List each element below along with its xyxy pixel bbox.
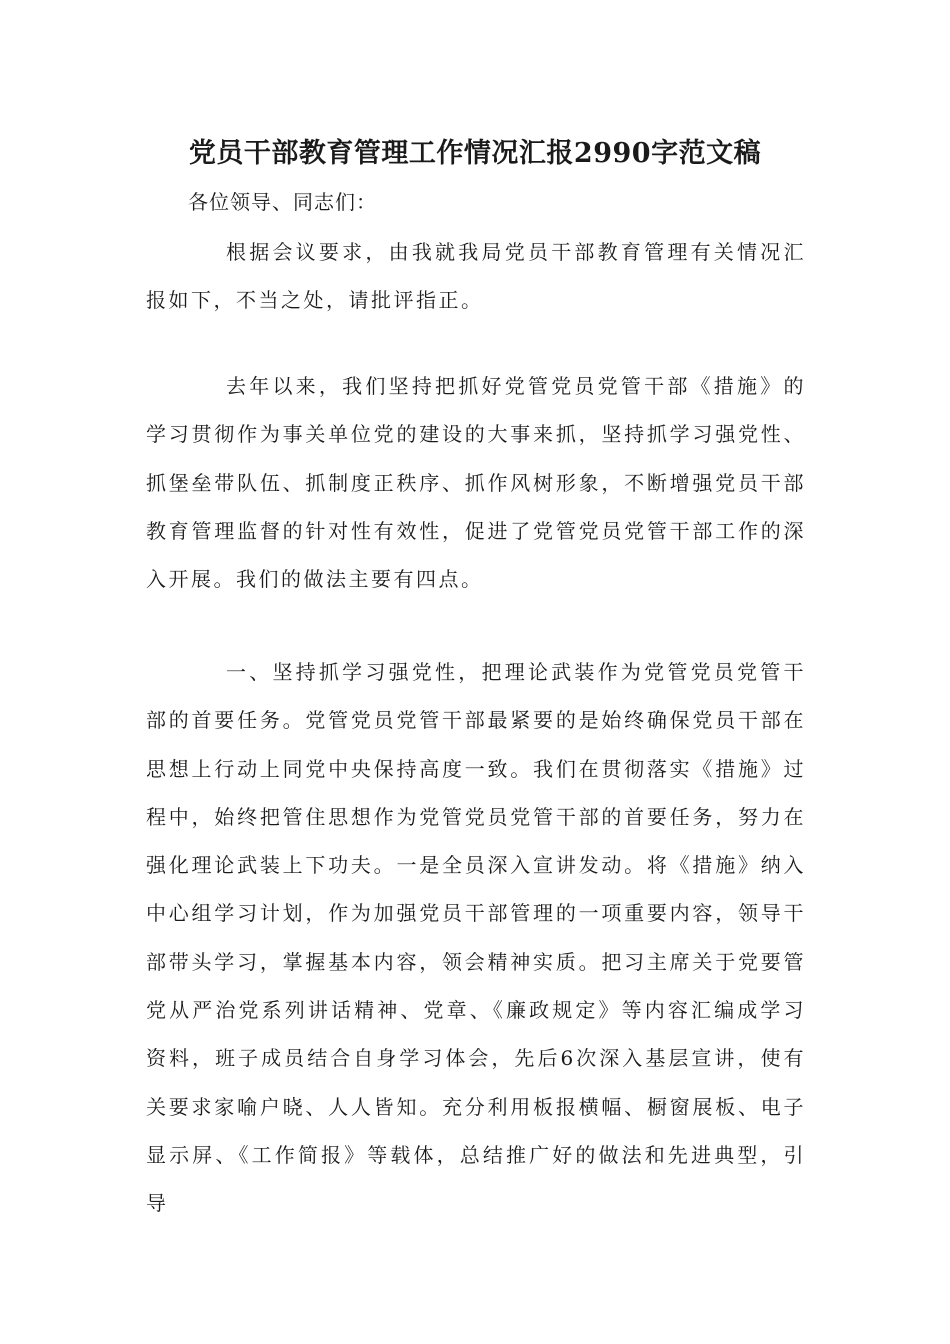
salutation: 各位领导、同志们： xyxy=(188,190,377,214)
paragraph-intro: 根据会议要求，由我就我局党员干部教育管理有关情况汇报如下，不当之处，请批评指正。 xyxy=(146,240,806,313)
paragraph-point-one: 一、坚持抓学习强党性，把理论武装作为党管党员党管干部的首要任务。党管党员党管干部最紧要的是始终确保党员干部在思想上行动上同党中央保持高度一致。我们在贯彻落实《措施》过程中，始终把管住思想作为党管党员党管干部的首要任务，努力在强化理论武装上下功夫。一是全员深入宣讲发动。将《措施》纳入中心组学习计划，作为加强党员干部管理的一项重要内容，领导干部带头学习，掌握基本内容，领会精神实质。把习主席关于党要管党从严治党系列讲话精神、党章、《廉政规定》等内容汇编成学习资料，班子成员结合自身学习体会，先后6次深入基层宣讲，使有关要求家喻户晓、人人皆知。充分利用板报横幅、橱窗展板、电子显示屏、《工作简报》等载体，总结推广好的做法和先进典型，引导 xyxy=(146,660,806,1216)
document-title: 党员干部教育管理工作情况汇报2990字范文稿 xyxy=(188,138,762,169)
paragraph-overview: 去年以来，我们坚持把抓好党管党员党管干部《措施》的学习贯彻作为事关单位党的建设的大事来抓，坚持抓学习强党性、抓堡垒带队伍、抓制度正秩序、抓作风树形象，不断增强党员干部教育管理监督的针对性有效性，促进了党管党员党管干部工作的深入开展。我们的做法主要有四点。 xyxy=(146,374,806,592)
